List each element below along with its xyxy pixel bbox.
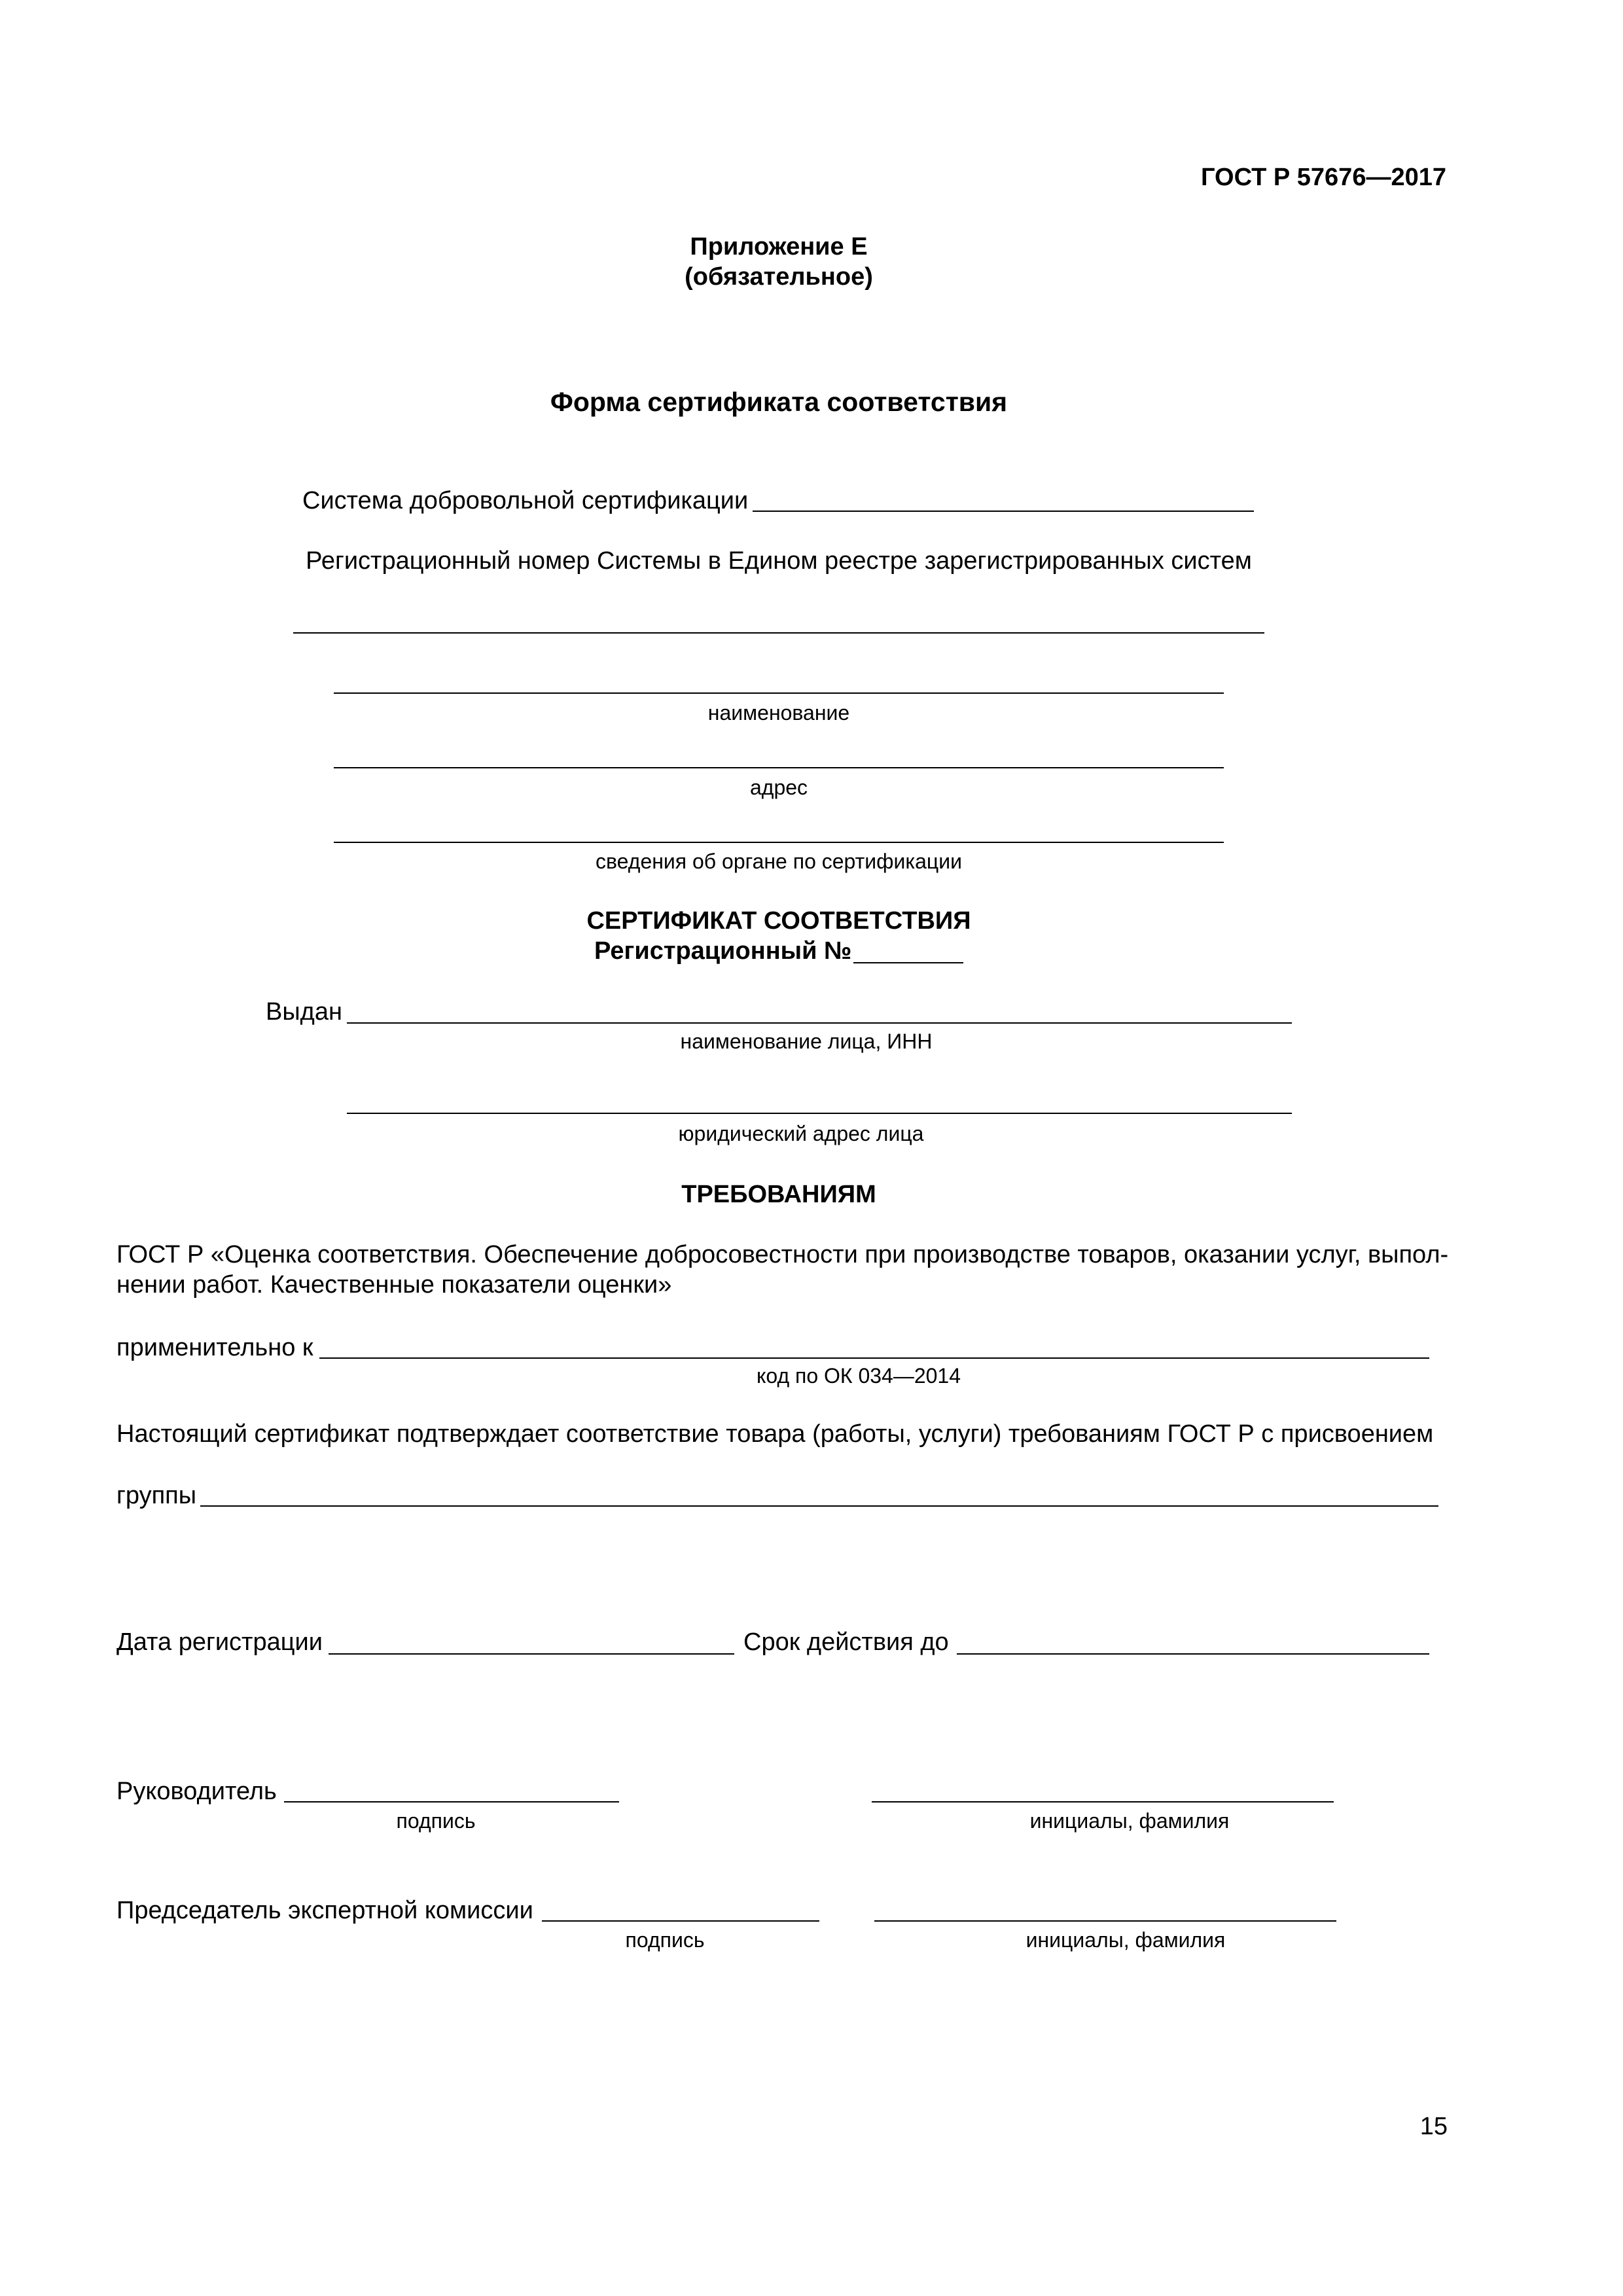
body-info-caption: сведения об органе по сертификации [596, 850, 962, 873]
issued-name-blank-line [347, 1022, 1292, 1024]
body-address-blank-line [334, 767, 1224, 768]
document-code: ГОСТ Р 57676—2017 [1201, 164, 1446, 191]
head-name-blank-line [872, 1801, 1334, 1803]
head-signature-caption: подпись [396, 1809, 476, 1833]
chair-signature-caption: подпись [625, 1928, 705, 1952]
annex-status: (обязательное) [685, 263, 873, 291]
valid-until-blank-line [957, 1653, 1429, 1655]
requirements-text-line2: нении работ. Качественные показатели оценки» [116, 1271, 672, 1299]
registration-date-blank-line [329, 1653, 734, 1655]
requirements-title: ТРЕБОВАНИЯМ [681, 1181, 876, 1208]
certificate-title: СЕРТИФИКАТ СООТВЕТСТВИЯ [586, 907, 971, 935]
registration-date-label: Дата регистрации [116, 1628, 323, 1656]
head-signature-blank-line [284, 1801, 619, 1803]
applied-label: применительно к [116, 1334, 313, 1361]
chair-name-caption: инициалы, фамилия [1026, 1928, 1226, 1952]
applied-blank-line [319, 1357, 1429, 1359]
system-reg-number-blank-line [293, 632, 1264, 634]
issued-name-caption: наименование лица, ИНН [680, 1030, 933, 1053]
group-label: группы [116, 1482, 197, 1509]
system-reg-number-label: Регистрационный номер Системы в Едином реестре зарегистрированных систем [306, 547, 1252, 575]
annex-title: Приложение Е [690, 233, 868, 260]
body-info-blank-line [334, 842, 1224, 843]
certificate-reg-no-blank-line [853, 962, 963, 963]
issued-address-blank-line [347, 1113, 1292, 1114]
certificate-reg-no-label: Регистрационный № [594, 937, 852, 965]
requirements-text-line1: ГОСТ Р «Оценка соответствия. Обеспечение добросовестности при производстве товаров, оказании услуг, выпол- [116, 1241, 1449, 1268]
chair-name-blank-line [874, 1920, 1336, 1922]
chair-label: Председатель экспертной комиссии [116, 1897, 533, 1924]
group-blank-line [200, 1505, 1438, 1507]
system-blank-line [753, 511, 1254, 512]
system-label: Система добровольной сертификации [302, 487, 749, 514]
page-number: 15 [1419, 2113, 1448, 2140]
body-name-blank-line [334, 692, 1224, 694]
head-name-caption: инициалы, фамилия [1029, 1809, 1230, 1833]
issued-address-caption: юридический адрес лица [678, 1122, 924, 1145]
body-name-caption: наименование [707, 701, 850, 725]
head-label: Руководитель [116, 1778, 277, 1805]
body-address-caption: адрес [749, 776, 808, 799]
confirmation-text: Настоящий сертификат подтверждает соответствие товара (работы, услуги) требованиям ГОСТ Р с присвоением [116, 1420, 1434, 1448]
applied-caption: код по ОК 034—2014 [756, 1364, 961, 1388]
issued-label: Выдан [266, 998, 342, 1026]
chair-signature-blank-line [542, 1920, 819, 1922]
valid-until-label: Срок действия до [743, 1628, 949, 1656]
form-title: Форма сертификата соответствия [550, 387, 1008, 417]
